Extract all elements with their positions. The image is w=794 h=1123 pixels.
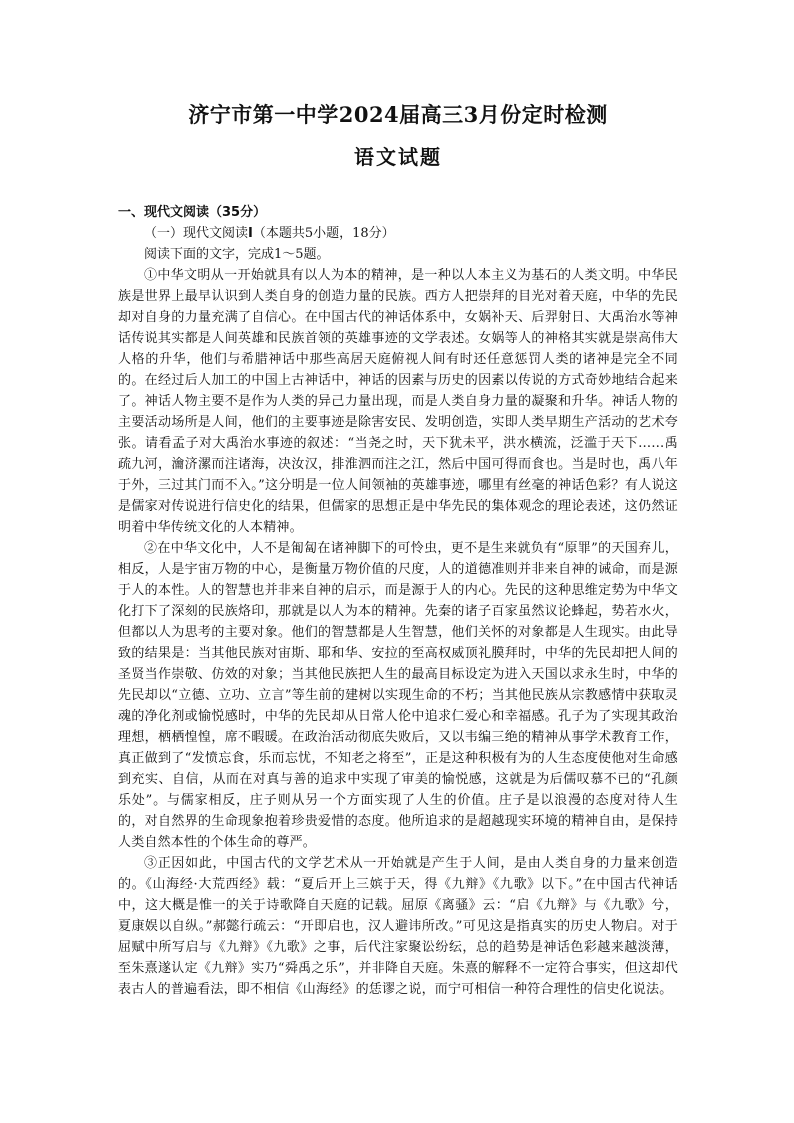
exam-page xyxy=(118,100,678,1000)
subsection-prefix: （一）现代文阅读 xyxy=(144,226,249,241)
paragraph-2: ②在中华文化中，人不是匍匐在诸神脚下的可怜虫，更不是生来就负有“原罪”的天国弃儿，相反，人是宇宙万物的中心，是衡量万物价值的尺度，人的道德准则并非来自神的诫命，而是源于人的本性。人的智慧也并非来自神的启示，而是源于人的内心。先民的这种思维定势为中华文化打下了深刻的民族烙印，那就是以人为本的精神。先秦的诸子百家虽然议论蜂起，势若水火，但都以人为思考的主要对象。他们的智慧都是人生智慧，他们关怀的对象都是人生现实。由此导致的结果是：当其他民族对宙斯、耶和华、安拉的至高权威顶礼膜拜时，中华的先民却把人间的圣贤当作崇敬、仿效的对象；当其他民族把人生的最高目标设定为进入天国以求永生时，中华的先民却以“立德、立功、立言”等生前的建树以实现生命的不朽；当其他民族从宗教感情中获取灵魂的净化剂或愉悦感时，中华的先民却从日常人伦中追求仁爱心和幸福感。孔子为了实现其政治理想，栖栖惶惶，席不暇暖。在政治活动彻底失败后，又以韦编三绝的精神从事学术教育工作，真正做到了“发愤忘食，乐而忘忧，不知老之将至”，正是这种积极有为的人生态度使他对生命感到充实、自信，从而在对真与善的追求中实现了审美的愉悦感，这就是为后儒叹慕不已的“孔颜乐处”。与儒家相反，庄子则从另一个方面实现了人生的价值。庄子是以浪漫的态度对待人生的，对自然界的生命现象抱着珍贵爱惜的态度。他所追求的是超越现实环境的精神自由，是保持人类自然本性的个体生命的尊严。 xyxy=(118,541,678,850)
subsection-heading xyxy=(118,223,678,244)
exam-title: 济宁市第一中学2024届高三3月份定时检测 xyxy=(188,102,608,127)
section-heading: 一、现代文阅读（35分） xyxy=(118,205,267,220)
paragraph-3: ③正因如此，中国古代的文学艺术从一开始就是产生于人间，是由人类自身的力量来创造的。《山海经·大荒西经》载：“夏后开上三嫔于天，得《九辩》《九歌》以下。”在中国古代神话中，这大概是惟一的关于诗歌降自天庭的记载。屈原《离骚》云：“启《九辩》与《九歌》兮，夏康娱以自纵。”郝懿行疏云：“开即启也，汉人避讳所改。”可见这是指真实的历史人物启。对于屈赋中所写启与《九辩》《九歌》之事，后代注家聚讼纷纭，总的趋势是神话色彩越来越淡薄，至朱熹遂认定《九辩》实乃“舜禹之乐”，并非降自天庭。朱熹的解释不一定符合事实，但这却代表古人的普遍看法，即不相信《山海经》的恁谬之说，而宁可相信一种符合理性的信史化说法。 xyxy=(118,856,678,997)
paragraph-1: ①中华文明从一开始就具有以人为本的精神，是一种以人本主义为基石的人类文明。中华民族是世界上最早认识到人类自身的创造力量的民族。西方人把崇拜的目光对着天庭，中华的先民却对自身的力量充满了自信心。在中国古代的神话体系中，女娲补天、后羿射日、大禹治水等神话传说其实都是人间英雄和民族首领的英雄事迹的文学表述。女娲等人的神格其实就是崇高伟大人格的升华，他们与希腊神话中那些高居天庭俯视人间有时还任意惩罚人类的诸神是完全不同的。在经过后人加工的中国上古神话中，神话的因素与历史的因素以传说的方式奇妙地结合起来了。神话人物主要不是作为人类的异己力量出现，而是人类自身力量的凝聚和升华。神话人物的主要活动场所是人间，他们的主要事迹是除害安民、发明创造，实即人类早期生产活动的艺术夸张。请看孟子对大禹治水事迹的叙述：“当尧之时，天下犹未平，洪水横流，泛滥于天下……禹疏九河，瀹济漯而注诸海，决汝汉，排淮泗而注之江，然后中国可得而食也。当是时也，禹八年于外，三过其门而不入。”这分明是一位人间领袖的英雄事迹，哪里有丝毫的神话色彩？有人说这是儒家对传说进行信史化的结果，但儒家的思想正是中华先民的集体观念的理论表述，这仍然证明着中华传统文化的人本精神。 xyxy=(118,268,678,535)
subsection-suffix: （本题共5小题，18分） xyxy=(252,226,395,241)
exam-subtitle: 语文试题 xyxy=(354,145,442,169)
subsection-roman: I xyxy=(248,226,253,241)
reading-instruction: 阅读下面的文字，完成1～5题。 xyxy=(144,247,330,262)
